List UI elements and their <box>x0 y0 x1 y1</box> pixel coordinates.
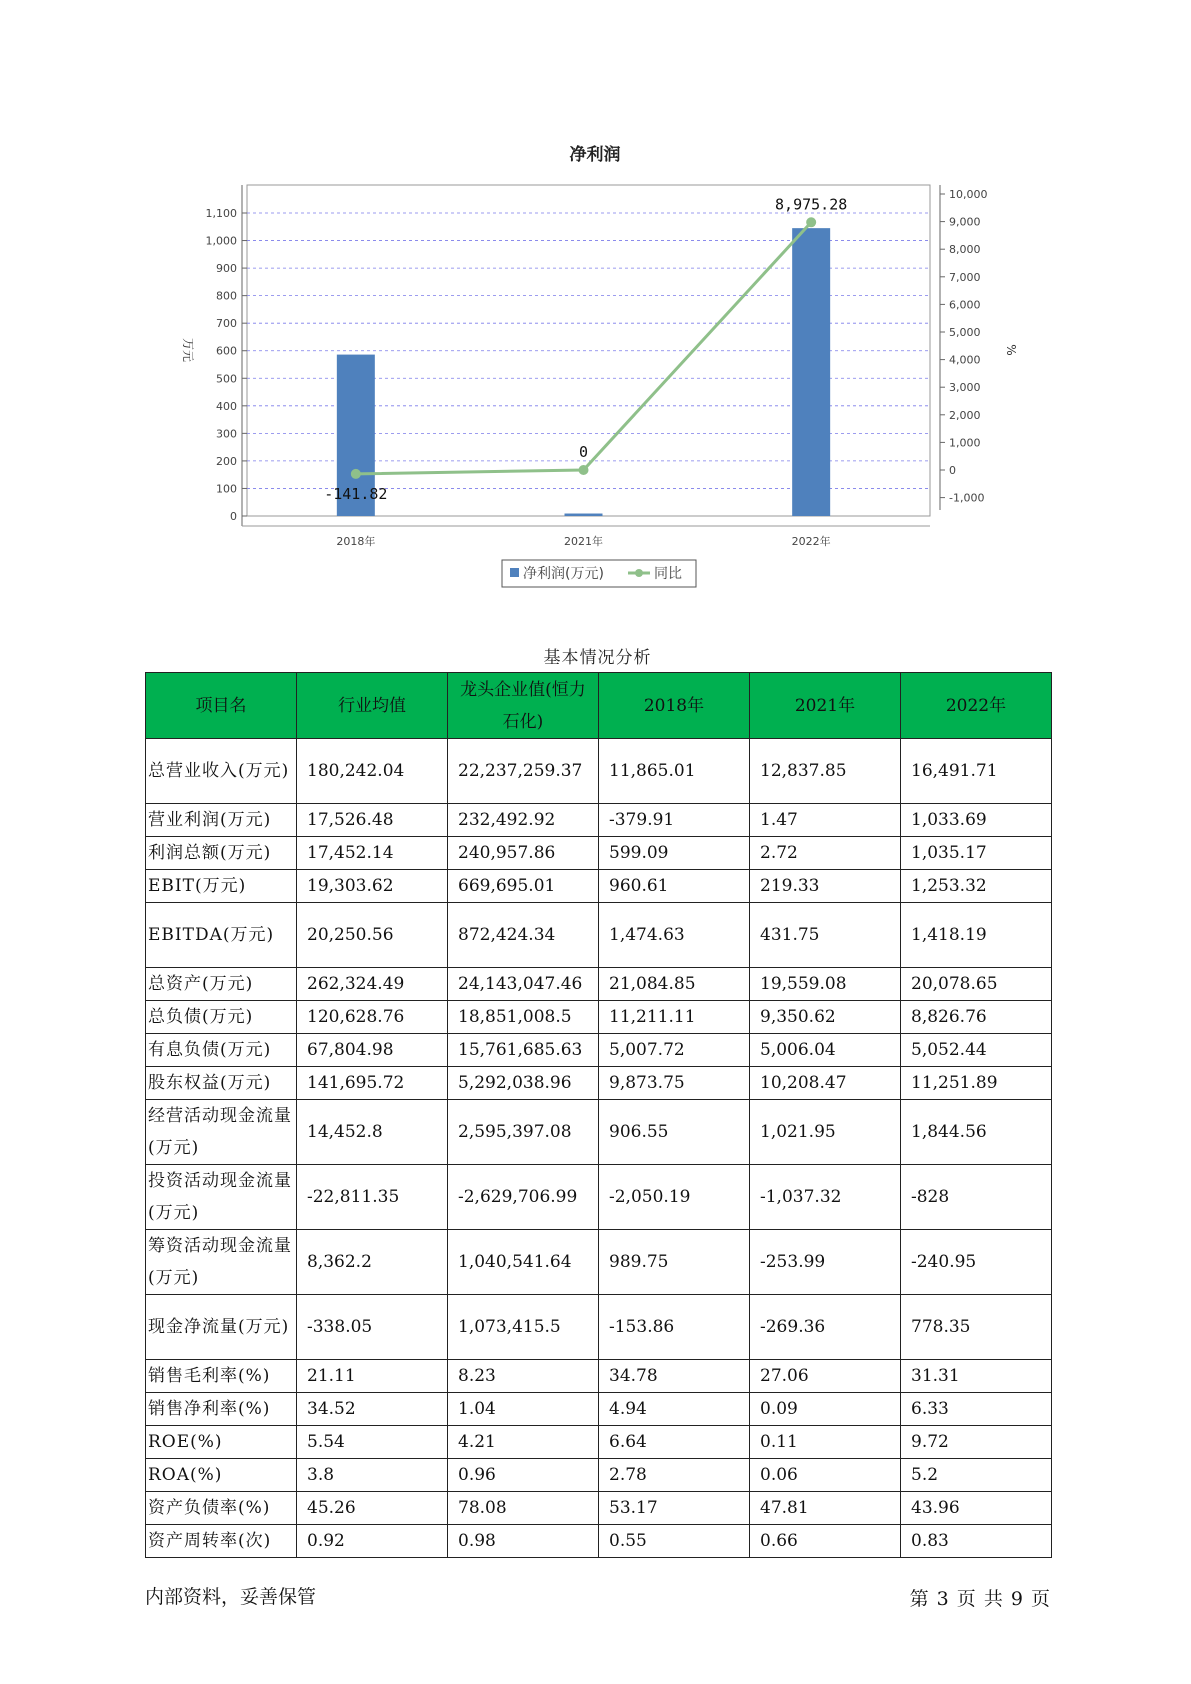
table-row <box>146 870 1052 903</box>
value-cell: 47.81 <box>750 1492 901 1525</box>
value-cell: 5,052.44 <box>901 1034 1052 1067</box>
right-tick-label: 4,000 <box>949 353 981 367</box>
row-name-cell: 资产负债率(%) <box>146 1492 297 1525</box>
column-header: 行业均值 <box>297 673 448 739</box>
column-header: 项目名 <box>146 673 297 739</box>
value-cell: 1,021.95 <box>750 1100 901 1165</box>
left-tick-label: 700 <box>216 317 237 331</box>
value-cell: 78.08 <box>448 1492 599 1525</box>
value-cell: -2,629,706.99 <box>448 1165 599 1230</box>
row-name-cell: 营业利润(万元) <box>146 804 297 837</box>
right-tick-label: 2,000 <box>949 408 981 422</box>
value-cell: 43.96 <box>901 1492 1052 1525</box>
value-cell: 262,324.49 <box>297 968 448 1001</box>
value-cell: 2.78 <box>599 1459 750 1492</box>
value-cell: 1,035.17 <box>901 837 1052 870</box>
value-cell: 1,474.63 <box>599 903 750 968</box>
column-header: 2022年 <box>901 673 1052 739</box>
left-tick-label: 1,000 <box>205 234 237 248</box>
point-data-label: 8,975.28 <box>775 195 848 214</box>
value-cell: 53.17 <box>599 1492 750 1525</box>
value-cell: 11,865.01 <box>599 739 750 804</box>
value-cell: -240.95 <box>901 1230 1052 1295</box>
row-name-cell: 资产周转率(次) <box>146 1525 297 1558</box>
value-cell: 12,837.85 <box>750 739 901 804</box>
row-name-cell: 总负债(万元) <box>146 1001 297 1034</box>
value-cell: 45.26 <box>297 1492 448 1525</box>
row-name-cell: ROA(%) <box>146 1459 297 1492</box>
right-axis-label: % <box>1004 344 1018 356</box>
value-cell: 20,078.65 <box>901 968 1052 1001</box>
row-name-cell: 股东权益(万元) <box>146 1067 297 1100</box>
left-tick-label: 400 <box>216 399 237 413</box>
table-row <box>146 1067 1052 1100</box>
table-row <box>146 1100 1052 1165</box>
value-cell: 34.78 <box>599 1360 750 1393</box>
value-cell: 3.8 <box>297 1459 448 1492</box>
value-cell: 872,424.34 <box>448 903 599 968</box>
row-name-cell: EBIT(万元) <box>146 870 297 903</box>
value-cell: 2,595,397.08 <box>448 1100 599 1165</box>
table-row <box>146 1459 1052 1492</box>
value-cell: -828 <box>901 1165 1052 1230</box>
value-cell: 21.11 <box>297 1360 448 1393</box>
value-cell: -338.05 <box>297 1295 448 1360</box>
row-name-cell: 筹资活动现金流量(万元) <box>146 1230 297 1295</box>
line-point <box>579 465 589 475</box>
value-cell: 431.75 <box>750 903 901 968</box>
value-cell: 14,452.8 <box>297 1100 448 1165</box>
value-cell: 24,143,047.46 <box>448 968 599 1001</box>
x-tick-label: 2018年 <box>336 535 376 548</box>
left-axis-label: 万元 <box>181 337 195 363</box>
value-cell: 989.75 <box>599 1230 750 1295</box>
table-row <box>146 837 1052 870</box>
x-tick-label: 2022年 <box>791 535 831 548</box>
value-cell: 11,251.89 <box>901 1067 1052 1100</box>
value-cell: 4.21 <box>448 1426 599 1459</box>
left-tick-label: 200 <box>216 454 237 468</box>
right-tick-label: 3,000 <box>949 381 981 395</box>
row-name-cell: 经营活动现金流量(万元) <box>146 1100 297 1165</box>
value-cell: -2,050.19 <box>599 1165 750 1230</box>
table-row <box>146 1492 1052 1525</box>
value-cell: 5,292,038.96 <box>448 1067 599 1100</box>
left-tick-label: 800 <box>216 289 237 303</box>
point-data-label: -141.82 <box>324 484 388 503</box>
value-cell: 0.83 <box>901 1525 1052 1558</box>
row-name-cell: 利润总额(万元) <box>146 837 297 870</box>
column-header: 龙头企业值(恒力石化) <box>448 673 599 739</box>
value-cell: 21,084.85 <box>599 968 750 1001</box>
row-name-cell: 现金净流量(万元) <box>146 1295 297 1360</box>
value-cell: 18,851,008.5 <box>448 1001 599 1034</box>
value-cell: 9,350.62 <box>750 1001 901 1034</box>
table-row <box>146 1001 1052 1034</box>
value-cell: 6.64 <box>599 1426 750 1459</box>
value-cell: 67,804.98 <box>297 1034 448 1067</box>
value-cell: 8,362.2 <box>297 1230 448 1295</box>
left-tick-label: 600 <box>216 344 237 358</box>
column-header: 2018年 <box>599 673 750 739</box>
value-cell: 1.04 <box>448 1393 599 1426</box>
value-cell: 10,208.47 <box>750 1067 901 1100</box>
left-tick-label: 500 <box>216 372 237 386</box>
value-cell: 0.92 <box>297 1525 448 1558</box>
right-tick-label: 9,000 <box>949 215 981 229</box>
table-row <box>146 1393 1052 1426</box>
value-cell: 2.72 <box>750 837 901 870</box>
basic-analysis-table <box>145 672 1052 1558</box>
table-row <box>146 739 1052 804</box>
footer-confidential-note: 内部资料，妥善保管 <box>145 1586 317 1608</box>
table-row <box>146 1426 1052 1459</box>
table-row <box>146 903 1052 968</box>
value-cell: 960.61 <box>599 870 750 903</box>
right-tick-label: 10,000 <box>949 188 988 201</box>
table-row <box>146 1360 1052 1393</box>
left-tick-label: 900 <box>216 262 237 276</box>
value-cell: 1,033.69 <box>901 804 1052 837</box>
table-caption: 基本情况分析 <box>543 648 652 668</box>
line-point <box>806 217 816 227</box>
right-tick-label: 0 <box>949 464 956 477</box>
value-cell: 120,628.76 <box>297 1001 448 1034</box>
right-tick-label: -1,000 <box>949 491 985 505</box>
table-header-row <box>146 673 1052 739</box>
row-name-cell: 销售净利率(%) <box>146 1393 297 1426</box>
value-cell: 19,303.62 <box>297 870 448 903</box>
value-cell: 20,250.56 <box>297 903 448 968</box>
value-cell: 0.55 <box>599 1525 750 1558</box>
left-tick-label: 0 <box>230 510 237 523</box>
left-tick-label: 300 <box>216 427 237 441</box>
legend-line-label: 同比 <box>654 566 682 582</box>
value-cell: 906.55 <box>599 1100 750 1165</box>
value-cell: 5,007.72 <box>599 1034 750 1067</box>
value-cell: 19,559.08 <box>750 968 901 1001</box>
row-name-cell: 总资产(万元) <box>146 968 297 1001</box>
value-cell: 31.31 <box>901 1360 1052 1393</box>
value-cell: 17,452.14 <box>297 837 448 870</box>
table-row <box>146 968 1052 1001</box>
value-cell: 141,695.72 <box>297 1067 448 1100</box>
value-cell: 0.11 <box>750 1426 901 1459</box>
table-row <box>146 1525 1052 1558</box>
value-cell: 180,242.04 <box>297 739 448 804</box>
value-cell: 0.98 <box>448 1525 599 1558</box>
bar <box>565 514 603 516</box>
row-name-cell: 有息负债(万元) <box>146 1034 297 1067</box>
value-cell: 8,826.76 <box>901 1001 1052 1034</box>
value-cell: 1,073,415.5 <box>448 1295 599 1360</box>
right-tick-label: 7,000 <box>949 270 981 284</box>
left-tick-label: 100 <box>216 482 237 496</box>
value-cell: 1,844.56 <box>901 1100 1052 1165</box>
value-cell: 17,526.48 <box>297 804 448 837</box>
value-cell: 22,237,259.37 <box>448 739 599 804</box>
row-name-cell: 销售毛利率(%) <box>146 1360 297 1393</box>
x-tick-label: 2021年 <box>564 535 603 548</box>
row-name-cell: 总营业收入(万元) <box>146 739 297 804</box>
footer-page-number: 第 3 页 共 9 页 <box>909 1588 1051 1610</box>
value-cell: 219.33 <box>750 870 901 903</box>
net-profit-chart <box>0 0 1191 600</box>
value-cell: 232,492.92 <box>448 804 599 837</box>
value-cell: 11,211.11 <box>599 1001 750 1034</box>
table-row <box>146 1230 1052 1295</box>
value-cell: 1,040,541.64 <box>448 1230 599 1295</box>
value-cell: -379.91 <box>599 804 750 837</box>
value-cell: 5,006.04 <box>750 1034 901 1067</box>
value-cell: -153.86 <box>599 1295 750 1360</box>
value-cell: 0.06 <box>750 1459 901 1492</box>
table-row <box>146 1165 1052 1230</box>
right-tick-label: 5,000 <box>949 326 981 339</box>
value-cell: -253.99 <box>750 1230 901 1295</box>
value-cell: 34.52 <box>297 1393 448 1426</box>
value-cell: 0.96 <box>448 1459 599 1492</box>
value-cell: -269.36 <box>750 1295 901 1360</box>
value-cell: 4.94 <box>599 1393 750 1426</box>
row-name-cell: ROE(%) <box>146 1426 297 1459</box>
value-cell: 0.66 <box>750 1525 901 1558</box>
legend-bar-label: 净利润(万元) <box>523 566 604 582</box>
value-cell: 599.09 <box>599 837 750 870</box>
value-cell: 5.2 <box>901 1459 1052 1492</box>
value-cell: -1,037.32 <box>750 1165 901 1230</box>
value-cell: 16,491.71 <box>901 739 1052 804</box>
row-name-cell: 投资活动现金流量(万元) <box>146 1165 297 1230</box>
series-line <box>356 222 811 474</box>
right-tick-label: 8,000 <box>949 243 981 257</box>
legend-line-marker <box>635 569 643 577</box>
table-row <box>146 1295 1052 1360</box>
right-tick-label: 1,000 <box>949 436 981 450</box>
value-cell: 27.06 <box>750 1360 901 1393</box>
value-cell: 0.09 <box>750 1393 901 1426</box>
value-cell: 778.35 <box>901 1295 1052 1360</box>
column-header: 2021年 <box>750 673 901 739</box>
value-cell: 9.72 <box>901 1426 1052 1459</box>
value-cell: 1,418.19 <box>901 903 1052 968</box>
value-cell: 8.23 <box>448 1360 599 1393</box>
legend-bar-swatch <box>510 568 519 577</box>
left-tick-label: 1,100 <box>205 207 237 220</box>
line-point <box>351 469 361 479</box>
table-row <box>146 1034 1052 1067</box>
value-cell: 1,253.32 <box>901 870 1052 903</box>
value-cell: 6.33 <box>901 1393 1052 1426</box>
value-cell: 5.54 <box>297 1426 448 1459</box>
value-cell: 669,695.01 <box>448 870 599 903</box>
row-name-cell: EBITDA(万元) <box>146 903 297 968</box>
value-cell: 1.47 <box>750 804 901 837</box>
chart-title: 净利润 <box>569 145 621 165</box>
point-data-label: 0 <box>578 443 589 461</box>
bar <box>792 228 830 516</box>
value-cell: -22,811.35 <box>297 1165 448 1230</box>
table-row <box>146 804 1052 837</box>
right-tick-label: 6,000 <box>949 298 981 312</box>
value-cell: 9,873.75 <box>599 1067 750 1100</box>
value-cell: 240,957.86 <box>448 837 599 870</box>
value-cell: 15,761,685.63 <box>448 1034 599 1067</box>
